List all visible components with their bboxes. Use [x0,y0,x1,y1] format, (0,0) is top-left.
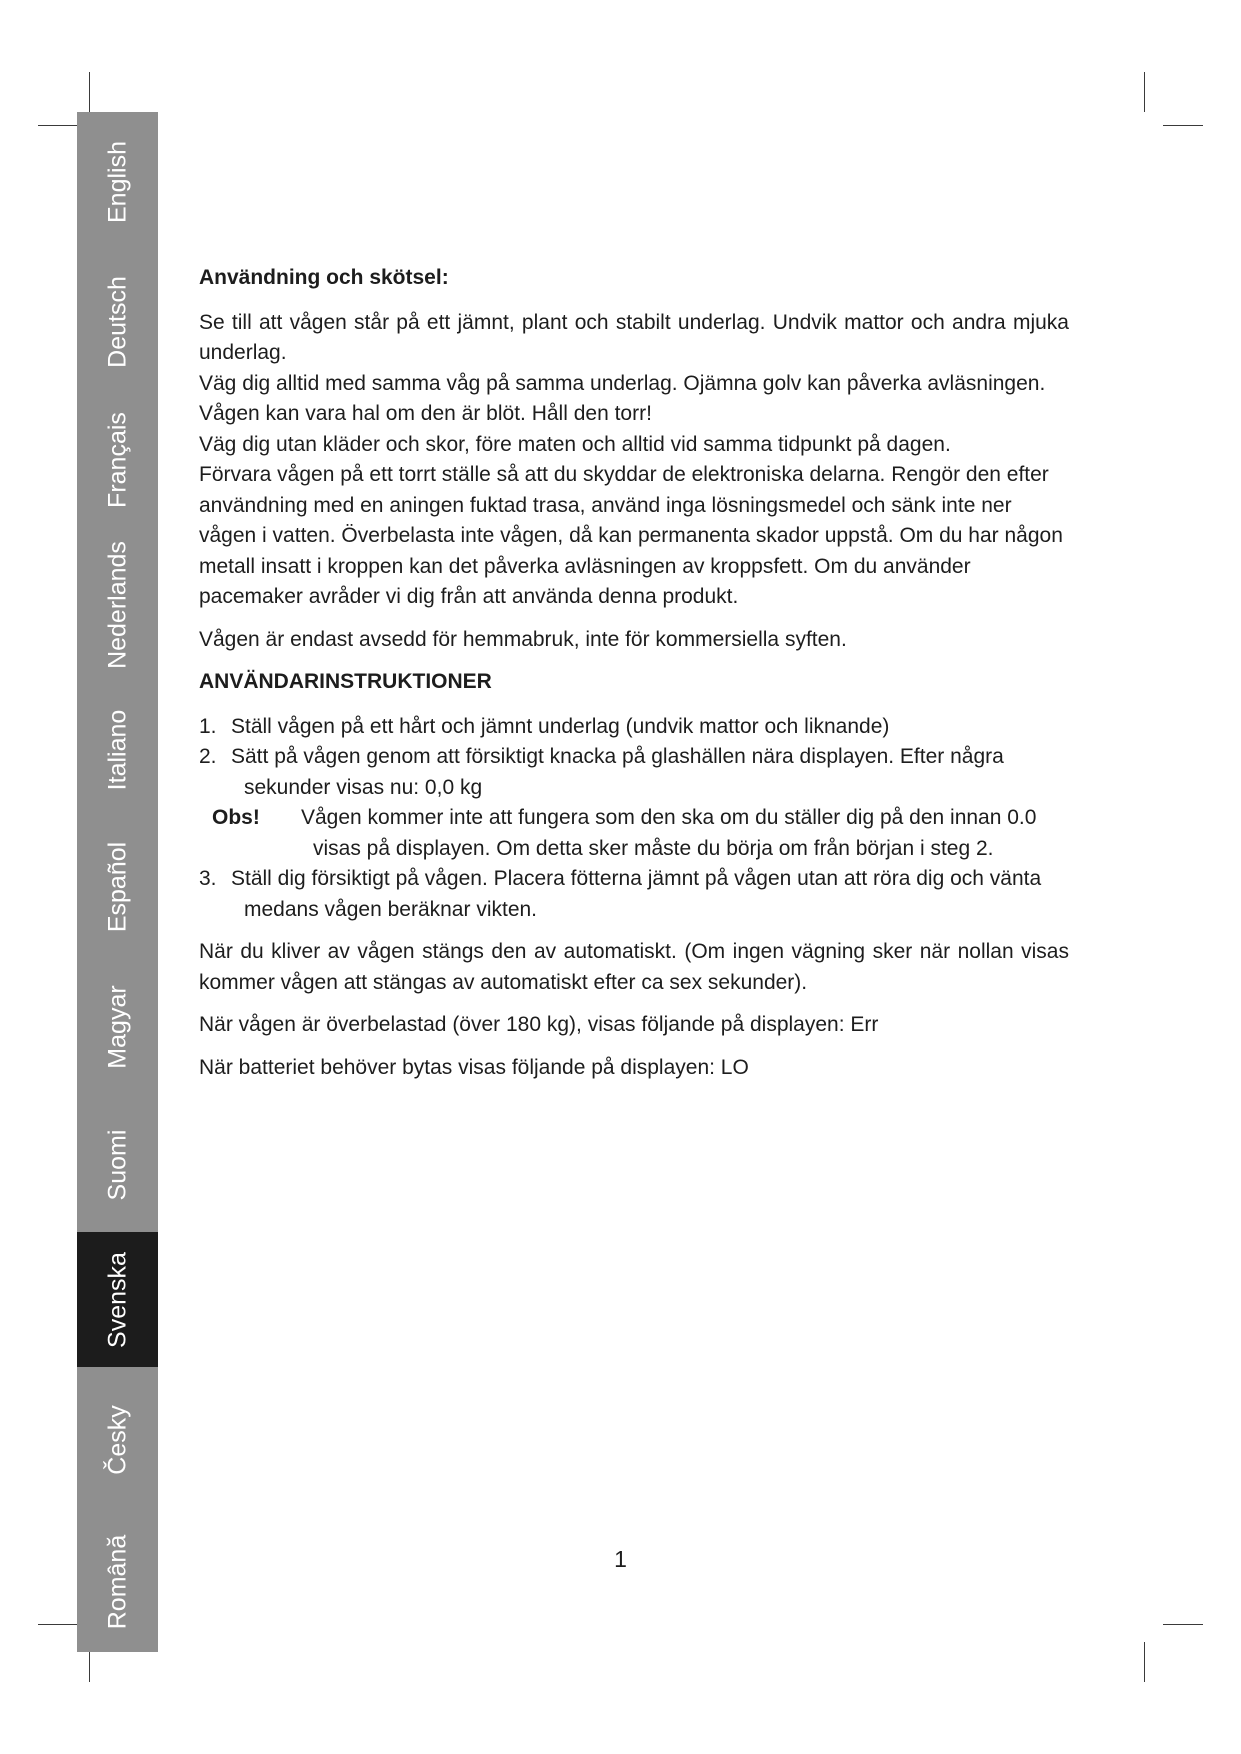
crop-mark [38,1624,78,1625]
page-number: 1 [614,1546,627,1572]
lang-tab-label: Nederlands [103,540,131,669]
note-block [212,803,1069,864]
lang-tab-label: Français [103,411,131,508]
step-text: Ställ dig försiktigt på vågen. Placera fötterna jämnt på vågen utan att röra dig och vänta medans vågen beräknar vikten. [231,867,1042,921]
page-content [199,263,1069,1095]
lang-tab-espanol[interactable] [77,817,158,957]
lang-tab-label: Italiano [103,709,131,790]
lang-tab-svenska[interactable] [77,1232,158,1367]
lang-tab-label: Magyar [103,985,131,1069]
lang-tab-label: Svenska [103,1251,131,1348]
instruction-step [199,864,1069,925]
note-label: Obs! [212,806,260,829]
crop-mark [1163,125,1203,126]
battery-text: När batteriet behöver bytas visas följande på displayen: LO [199,1055,749,1079]
usage-paragraph: Vågen kan vara hal om den är blöt. Håll den torr! [199,402,652,425]
usage-paragraph: Se till att vågen står på ett jämnt, plant och stabilt underlag. Undvik mattor och andra mjuka underlag. [199,310,1069,364]
crop-mark [89,72,90,112]
usage-heading: Användning och skötsel: [199,266,449,289]
lang-tab-magyar[interactable] [77,957,158,1097]
usage-paragraph: Väg dig alltid med samma våg på samma underlag. Ojämna golv kan påverka avläsningen. [199,371,1046,395]
note-text: Vågen kommer inte att fungera som den ska om du ställer dig på den innan 0.0 visas på displayen. Om detta sker måste du börja om från början i steg 2. [301,806,1037,860]
overload-text: När vågen är överbelastad (över 180 kg), visas följande på displayen: Err [199,1013,879,1036]
auto-off-text: När du kliver av vågen stängs den av automatiskt. (Om ingen vägning sker när nollan visas kommer vågen att stängas av automatiskt efter ca sex sekunder). [199,940,1069,994]
instructions-heading: ANVÄNDARINSTRUKTIONER [199,670,492,693]
step-text: Sätt på vågen genom att försiktigt knacka på glashällen nära displayen. Efter några sekunder visas nu: 0,0 kg [231,745,1004,799]
lang-tab-label: Deutsch [103,276,131,368]
crop-mark [1163,1624,1203,1625]
instruction-steps [199,712,1069,926]
step-number: 1. [199,714,217,738]
crop-mark [1144,72,1145,112]
crop-mark [1144,1642,1145,1682]
step-number: 3. [199,867,217,890]
lang-tab-italiano[interactable] [77,682,158,817]
instruction-step [199,712,1069,743]
lang-tab-suomi[interactable] [77,1097,158,1232]
lang-tab-label: Română [103,1534,131,1630]
step-number: 2. [199,745,217,768]
step-text: Ställ vågen på ett hårt och jämnt underlag (undvik mattor och liknande) [231,714,890,738]
crop-mark [38,125,78,126]
lang-tab-francais[interactable] [77,392,158,527]
lang-tab-label: Česky [103,1404,131,1475]
usage-paragraph: Väg dig utan kläder och skor, före maten och alltid vid samma tidpunkt på dagen. [199,432,951,456]
lang-tab-english[interactable] [77,112,158,252]
lang-tab-label: English [103,141,131,223]
language-tabs [77,112,158,1652]
lang-tab-cesky[interactable] [77,1367,158,1512]
lang-tab-romana[interactable] [77,1512,158,1652]
lang-tab-label: Español [103,841,131,933]
usage-paragraph: Förvara vågen på ett torrt ställe så att du skyddar de elektroniska delarna. Rengör den efter användning med en aningen fuktad trasa, använd inga lösningsmedel och sänk inte ner vågen i vatten. Överbelasta inte vågen, då kan permanenta skador uppstå. Om du har någon metall insatt i kroppen kan det påverka avläsningen av kroppsfett. Om du använder pacemaker avråder vi dig från att använda denna produkt. [199,463,1063,608]
instruction-step [199,742,1069,803]
usage-section [199,308,1069,613]
lang-tab-deutsch[interactable] [77,252,158,392]
home-use-text: Vågen är endast avsedd för hemmabruk, inte för kommersiella syften. [199,627,847,651]
lang-tab-label: Suomi [103,1129,131,1200]
lang-tab-nederlands[interactable] [77,527,158,682]
